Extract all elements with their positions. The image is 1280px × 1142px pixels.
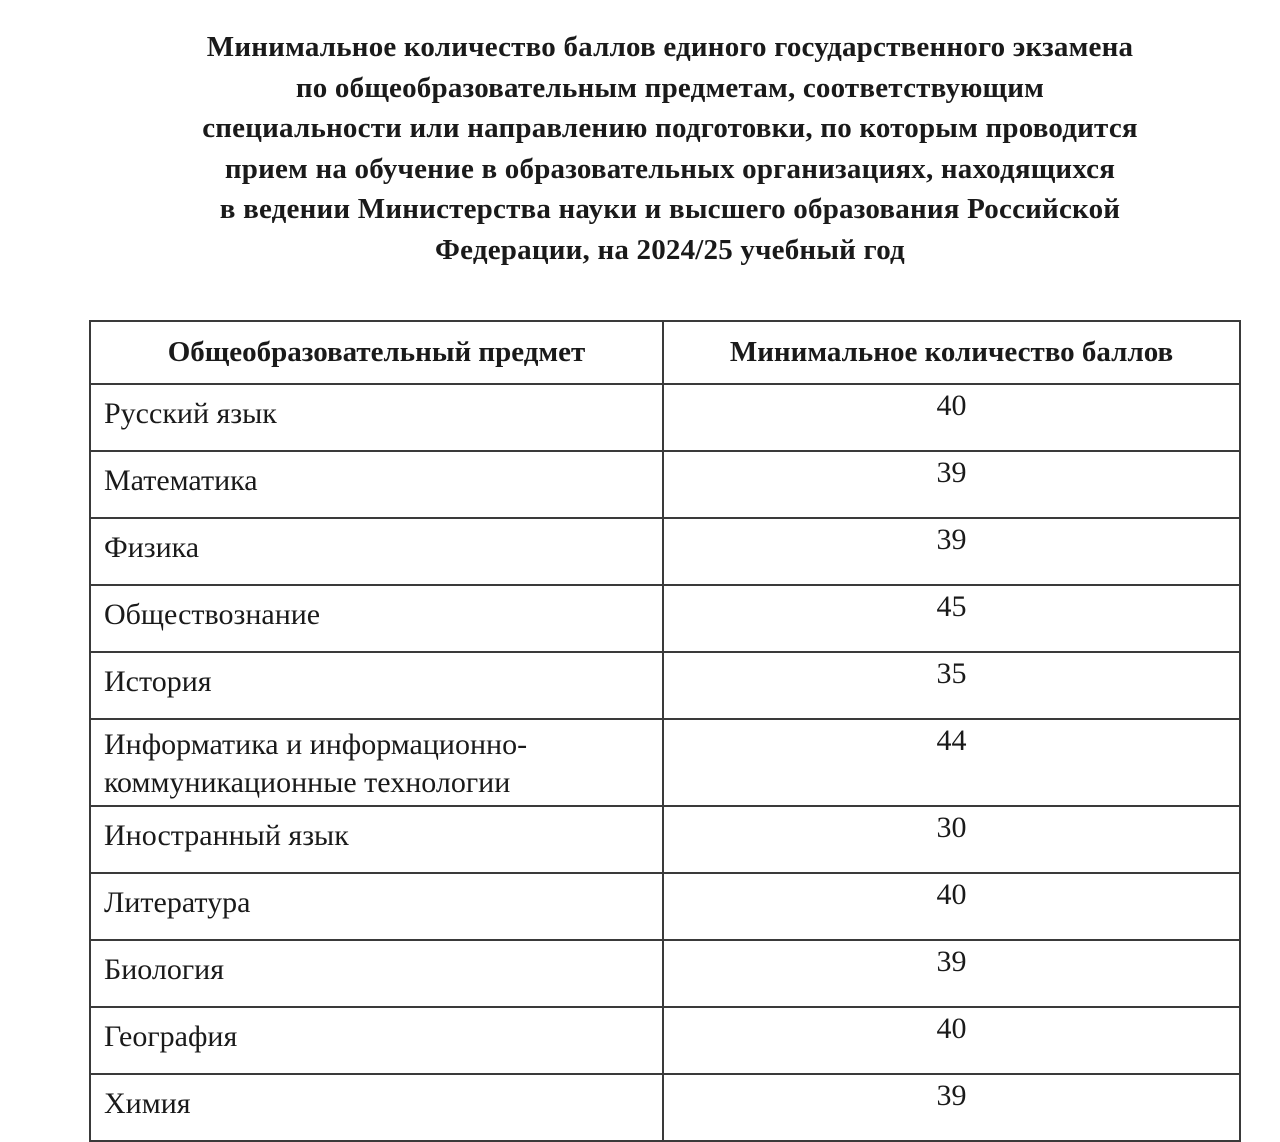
table-header-row	[90, 321, 1240, 384]
subject-cell: Информатика и информационно-коммуникационные технологии	[90, 719, 663, 806]
score-cell: 39	[663, 1074, 1240, 1141]
subject-cell: Обществознание	[90, 585, 663, 652]
subject-cell: История	[90, 652, 663, 719]
subject-cell: Физика	[90, 518, 663, 585]
table-row	[90, 806, 1240, 873]
title-line: прием на обучение в образовательных организациях, находящихся	[224, 152, 1116, 185]
score-cell: 44	[663, 719, 1240, 806]
subject-cell: География	[90, 1007, 663, 1074]
column-header-min-score: Минимальное количество баллов	[663, 321, 1240, 384]
subject-cell: Русский язык	[90, 384, 663, 451]
table-row	[90, 1007, 1240, 1074]
score-cell: 45	[663, 585, 1240, 652]
subject-cell: Биология	[90, 940, 663, 1007]
score-cell: 40	[663, 384, 1240, 451]
table-row	[90, 652, 1240, 719]
document-title	[80, 27, 1260, 270]
score-cell: 30	[663, 806, 1240, 873]
table-row	[90, 518, 1240, 585]
title-line: в ведении Министерства науки и высшего образования Российской	[219, 193, 1121, 225]
score-cell: 35	[663, 652, 1240, 719]
title-line: специальности или направлению подготовки, по которым проводится	[202, 112, 1138, 144]
column-header-subject: Общеобразовательный предмет	[90, 321, 663, 384]
title-line: Минимальное количество баллов единого государственного экзамена	[206, 31, 1134, 63]
title-line: по общеобразовательным предметам, соответствующим	[295, 71, 1045, 104]
subject-cell: Литература	[90, 873, 663, 940]
score-cell: 40	[663, 873, 1240, 940]
subject-cell: Иностранный язык	[90, 806, 663, 873]
score-cell: 39	[663, 940, 1240, 1007]
table-row	[90, 940, 1240, 1007]
subject-cell: Химия	[90, 1074, 663, 1141]
score-cell: 39	[663, 518, 1240, 585]
scores-table	[89, 320, 1241, 1142]
table-row	[90, 451, 1240, 518]
subject-cell: Математика	[90, 451, 663, 518]
table-row	[90, 384, 1240, 451]
score-cell: 40	[663, 1007, 1240, 1074]
table-row	[90, 719, 1240, 806]
table-row	[90, 1074, 1240, 1141]
table-row	[90, 873, 1240, 940]
score-cell: 39	[663, 451, 1240, 518]
title-line: Федерации, на 2024/25 учебный год	[435, 233, 905, 266]
table-row	[90, 585, 1240, 652]
